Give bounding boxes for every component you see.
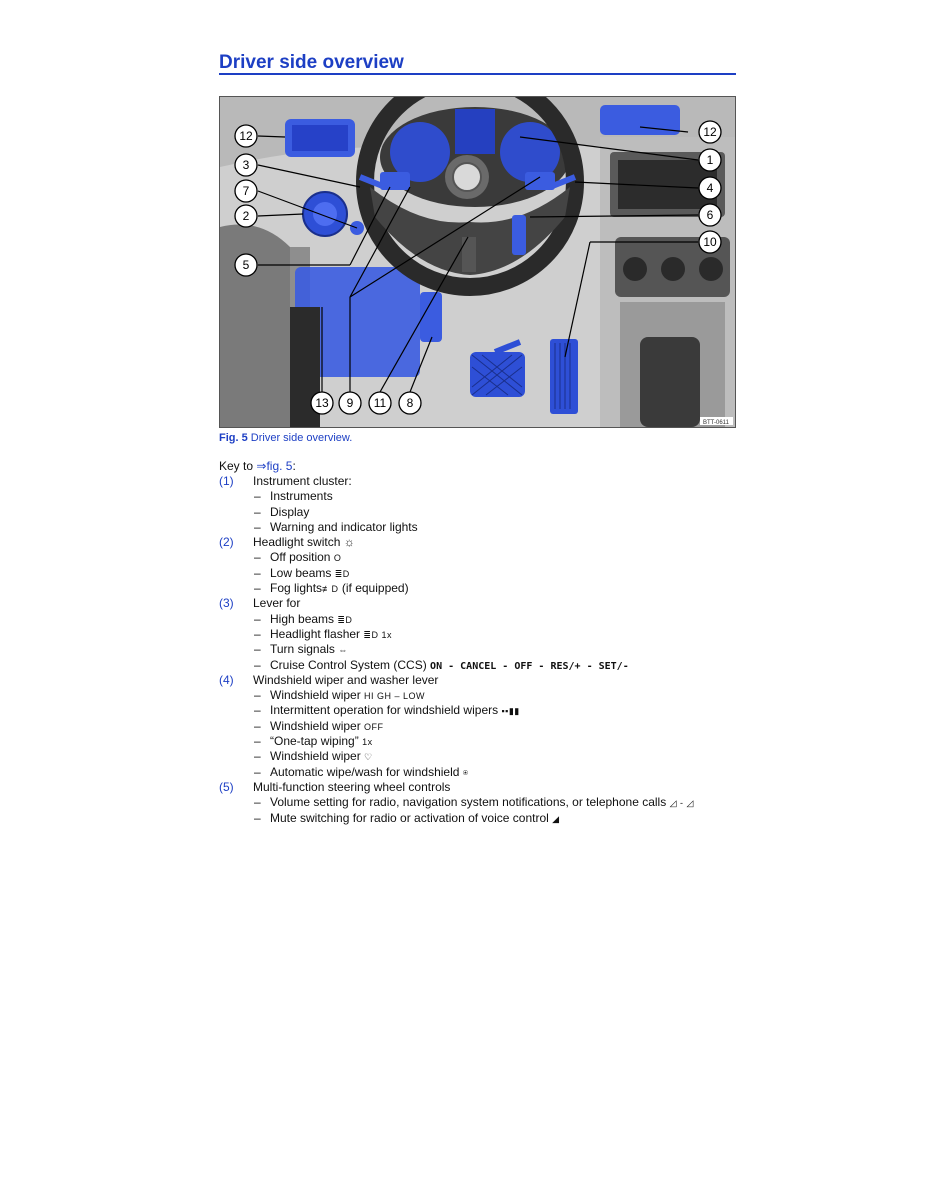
callout-11 xyxy=(369,392,391,414)
sub-item: – Windshield wiper OFF xyxy=(254,718,384,733)
item-label: Multi-function steering wheel controls xyxy=(253,779,451,794)
list-item xyxy=(219,596,739,611)
sub-item-text: High beams xyxy=(270,611,335,626)
sub-item-text: Windshield wiper xyxy=(270,718,361,733)
sub-item: – Windshield wiper HI GH – LOW xyxy=(254,688,426,703)
svg-text:8: 8 xyxy=(406,396,414,410)
caption-label: Fig. 5 xyxy=(219,432,248,444)
svg-text:13: 13 xyxy=(315,396,329,410)
sub-item-text: Windshield wiper xyxy=(270,749,361,764)
callout-9 xyxy=(339,392,361,414)
sub-item-text: Display xyxy=(270,504,310,519)
wipe-wash-icon: ⍟ xyxy=(462,767,469,778)
sub-item-text: Instruments xyxy=(270,489,333,504)
callout-4 xyxy=(699,177,721,199)
callout-13 xyxy=(311,392,333,414)
item-label: Headlight switch xyxy=(253,535,341,550)
sub-item: – Display xyxy=(254,504,310,519)
item-label: Instrument cluster: xyxy=(253,474,352,488)
callout-2 xyxy=(235,205,257,227)
sub-item: – “One-tap wiping” 1x xyxy=(254,734,373,749)
figure-code: BTT-0611 xyxy=(703,420,729,426)
sub-item-text: Warning and indicator lights xyxy=(270,519,418,534)
svg-text:11: 11 xyxy=(373,396,387,410)
off-position-icon: O xyxy=(333,553,342,564)
callout-5 xyxy=(235,254,257,276)
list-item xyxy=(219,780,739,795)
sub-item: – Low beams ≣D xyxy=(254,565,350,580)
turn-signal-icon: ⇔ xyxy=(338,645,348,656)
sub-item: – Windshield wiper ♡ xyxy=(254,749,373,764)
sub-item: – High beams ≣D xyxy=(254,611,353,626)
svg-text:12: 12 xyxy=(703,125,717,139)
wiper-speed-label: HI GH – LOW xyxy=(364,691,426,702)
sub-item: – Cruise Control System (CCS) ON - CANCEL - OFF - RES/+ - SET/- xyxy=(254,657,629,672)
ccs-switch-labels: ON - CANCEL - OFF - RES/+ - SET/- xyxy=(430,660,629,672)
key-line xyxy=(219,459,296,473)
flasher-icon: ≣D 1x xyxy=(363,629,392,640)
item-label: Windshield wiper and washer lever xyxy=(253,672,439,687)
key-prefix: Key to xyxy=(219,459,254,473)
sub-item: – Intermittent operation for windshield wipers ▪▪▮▮ xyxy=(254,703,520,718)
item-number: (3) xyxy=(219,596,234,611)
item-number: (1) xyxy=(219,474,234,488)
svg-text:6: 6 xyxy=(706,208,714,222)
headlight-icon: ☼ xyxy=(343,535,355,550)
volume-icon: ◿ - ◿ xyxy=(669,798,694,809)
title-rule xyxy=(219,73,736,75)
sub-item-text: Mute switching for radio or activation of voice control xyxy=(270,810,549,825)
callout-12-left xyxy=(235,125,257,147)
sub-item-text: Windshield wiper xyxy=(270,688,361,703)
item-label: Lever for xyxy=(253,596,301,611)
sub-item-note: (if equipped) xyxy=(341,581,409,596)
key-arrow-icon: ⇒ xyxy=(256,459,267,473)
list-item xyxy=(219,474,739,489)
sub-item: – Warning and indicator lights xyxy=(254,519,418,534)
wiper-off-label: OFF xyxy=(364,721,384,732)
list-item xyxy=(219,535,739,550)
page-title: Driver side overview xyxy=(219,52,404,73)
svg-text:4: 4 xyxy=(706,181,714,195)
list-item xyxy=(219,673,739,688)
low-beam-icon: ≣D xyxy=(334,568,350,579)
callout-6 xyxy=(699,204,721,226)
sub-item: – Mute switching for radio or activation of voice control ◢ xyxy=(254,810,560,825)
item-number: (2) xyxy=(219,535,234,550)
sub-item-text: Turn signals xyxy=(270,642,335,657)
sub-item: – Volume setting for radio, navigation system notifications, or telephone calls ◿ - ◿ xyxy=(254,795,694,810)
mute-icon: ◢ xyxy=(552,813,560,824)
sub-item: – Turn signals ⇔ xyxy=(254,642,348,657)
caption-text: Driver side overview. xyxy=(250,432,353,444)
svg-text:1: 1 xyxy=(706,153,714,167)
key-list xyxy=(219,474,739,826)
intermittent-icon: ▪▪▮▮ xyxy=(501,706,520,717)
sub-item-text: Fog lights xyxy=(270,581,323,596)
sub-item-text: Cruise Control System (CCS) xyxy=(270,657,427,672)
sub-item-text: Off position xyxy=(270,550,331,565)
key-suffix: : xyxy=(292,459,296,473)
fig-link[interactable]: fig. 5 xyxy=(266,459,293,473)
figure-driver-side xyxy=(219,96,736,428)
item-number: (4) xyxy=(219,672,234,687)
fog-light-icon: ≢D xyxy=(322,584,339,595)
svg-text:9: 9 xyxy=(346,396,354,410)
high-beam-icon: ≣D xyxy=(337,614,353,625)
svg-text:12: 12 xyxy=(239,129,253,143)
callout-10 xyxy=(699,231,721,253)
callout-3 xyxy=(235,154,257,176)
sub-item: – Instruments xyxy=(254,489,333,504)
svg-text:3: 3 xyxy=(242,158,250,172)
sub-item-text: Intermittent operation for windshield wipers xyxy=(270,703,499,718)
svg-text:10: 10 xyxy=(703,235,717,249)
sub-item: – Fog lights≢D (if equipped) xyxy=(254,581,409,596)
callout-8 xyxy=(399,392,421,414)
sub-item-text: Automatic wipe/wash for windshield xyxy=(270,764,460,779)
sub-item-text: Low beams xyxy=(270,565,332,580)
sub-item: – Automatic wipe/wash for windshield ⍟ xyxy=(254,764,469,779)
svg-text:2: 2 xyxy=(242,209,250,223)
wiper-icon: ♡ xyxy=(364,752,373,763)
sub-item-text: “One-tap wiping” xyxy=(270,734,359,749)
sub-item-text: Headlight flasher xyxy=(270,626,361,641)
one-tap-label: 1x xyxy=(362,737,373,748)
callout-1 xyxy=(699,149,721,171)
callout-7 xyxy=(235,180,257,202)
sub-item-text: Volume setting for radio, navigation system notifications, or telephone calls xyxy=(270,795,667,810)
dashboard-illustration xyxy=(220,97,735,427)
svg-text:5: 5 xyxy=(242,258,250,272)
sub-item: – Headlight flasher ≣D 1x xyxy=(254,626,392,641)
callout-12-right xyxy=(699,121,721,143)
figure-caption xyxy=(219,432,352,444)
sub-item: – Off position O xyxy=(254,550,342,565)
item-number: (5) xyxy=(219,779,234,794)
svg-text:7: 7 xyxy=(242,184,250,198)
